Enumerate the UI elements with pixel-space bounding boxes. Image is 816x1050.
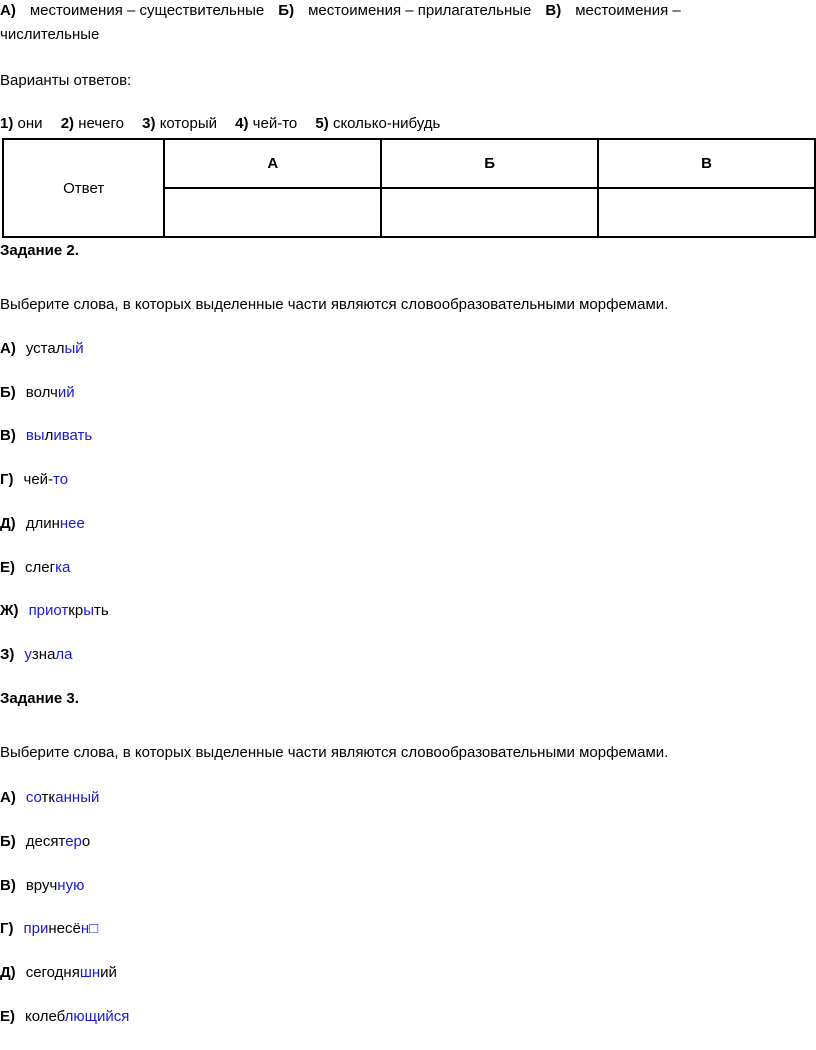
option-number: 2) xyxy=(60,115,75,132)
word-item xyxy=(0,789,99,806)
word-item xyxy=(0,877,84,894)
item-word xyxy=(26,833,90,850)
word-part: колеб xyxy=(25,1008,65,1025)
item-label: В) xyxy=(0,427,16,445)
item-word xyxy=(26,789,100,806)
word-part: сегодня xyxy=(25,964,80,982)
highlighted-morpheme: у xyxy=(24,645,32,663)
word-part: волч xyxy=(25,383,58,401)
word-part: о xyxy=(81,832,91,850)
option-number: 5) xyxy=(315,115,329,132)
word-part: десят xyxy=(25,832,66,850)
word-item xyxy=(0,920,98,937)
item-word xyxy=(26,964,117,981)
word-part: несё xyxy=(48,920,81,938)
task2-title: Задание 2. xyxy=(0,242,79,259)
category-b-label: Б) xyxy=(278,2,295,19)
word-item xyxy=(0,964,117,981)
word-item xyxy=(0,427,92,444)
word-part: чей- xyxy=(23,471,54,489)
item-word xyxy=(29,602,109,619)
highlighted-morpheme: ную xyxy=(57,876,85,894)
word-item xyxy=(0,602,109,619)
word-item xyxy=(0,384,75,401)
item-label: Г) xyxy=(0,471,14,489)
category-c-text: местоимения – xyxy=(575,2,681,19)
option-text: нечего xyxy=(78,115,124,132)
item-label: Д) xyxy=(0,514,16,532)
highlighted-morpheme: шн xyxy=(79,964,101,982)
task2-instruction: Выберите слова, в которых выделенные части являются словообразовательными морфемами. xyxy=(0,296,669,313)
category-c-label: В) xyxy=(545,2,562,19)
answer-row-label: Ответ xyxy=(3,139,164,237)
answer-table xyxy=(2,138,816,238)
word-item xyxy=(0,1008,129,1025)
item-word xyxy=(26,384,75,401)
highlighted-morpheme: лющийся xyxy=(64,1008,130,1025)
highlighted-morpheme: со xyxy=(25,789,42,806)
word-part: вруч xyxy=(25,876,58,894)
category-b-text: местоимения – прилагательные xyxy=(308,2,532,19)
option-number: 3) xyxy=(142,115,156,132)
highlighted-morpheme: то xyxy=(53,471,69,489)
highlighted-morpheme: нее xyxy=(59,514,85,532)
item-word xyxy=(26,877,85,894)
item-word xyxy=(25,1008,129,1025)
morpheme-categories-line xyxy=(0,2,681,19)
highlighted-morpheme: вы xyxy=(25,427,45,445)
item-label: Е) xyxy=(0,1008,15,1025)
item-label: Д) xyxy=(0,964,16,982)
answer-options-line xyxy=(0,115,440,132)
word-part: кр xyxy=(68,602,84,620)
item-label: Б) xyxy=(0,832,16,850)
item-label: З) xyxy=(0,645,15,663)
category-a-label: А) xyxy=(0,2,16,19)
column-header-c: В xyxy=(598,139,815,188)
highlighted-morpheme: при xyxy=(23,920,49,938)
highlighted-morpheme: ы xyxy=(83,602,94,620)
item-word xyxy=(26,515,85,532)
category-a-text: местоимения – существительные xyxy=(29,2,265,19)
item-label: Г) xyxy=(0,920,14,938)
word-part: ть xyxy=(93,602,109,620)
item-word xyxy=(26,427,92,444)
word-item xyxy=(0,471,68,488)
answer-cell-b[interactable] xyxy=(381,188,598,237)
item-label: А) xyxy=(0,340,16,357)
variants-title: Варианты ответов: xyxy=(0,72,132,89)
highlighted-morpheme: ка xyxy=(55,558,71,576)
word-item xyxy=(0,559,70,576)
word-part: устал xyxy=(25,340,65,357)
word-part: тк xyxy=(41,789,56,806)
highlighted-morpheme: н□ xyxy=(80,920,99,938)
word-item xyxy=(0,515,85,532)
item-label: Е) xyxy=(0,558,15,576)
option-text: чей-то xyxy=(252,115,298,132)
task3-title: Задание 3. xyxy=(0,690,79,707)
category-c-text-continued: числительные xyxy=(0,26,100,43)
item-word xyxy=(24,646,72,663)
option-text: они xyxy=(17,115,43,132)
word-part: л xyxy=(44,427,54,445)
item-word xyxy=(25,559,70,576)
item-word xyxy=(24,471,69,488)
item-label: А) xyxy=(0,789,16,806)
highlighted-morpheme: ивать xyxy=(53,427,93,445)
item-word xyxy=(24,920,99,937)
highlighted-morpheme: анный xyxy=(55,789,100,806)
answer-cell-c[interactable] xyxy=(598,188,815,237)
highlighted-morpheme: при xyxy=(28,602,54,620)
option-number: 1) xyxy=(0,115,14,132)
item-word xyxy=(26,340,84,357)
highlighted-morpheme: ла xyxy=(55,645,73,663)
word-item xyxy=(0,833,90,850)
word-part: длин xyxy=(25,514,60,532)
word-part: ий xyxy=(100,964,117,982)
option-number: 4) xyxy=(235,115,249,132)
word-part: зна xyxy=(31,645,56,663)
item-label: Ж) xyxy=(0,602,19,620)
option-text: который xyxy=(159,115,217,132)
option-text: сколько-нибудь xyxy=(332,115,441,132)
highlighted-morpheme: ый xyxy=(64,340,84,357)
highlighted-morpheme: ий xyxy=(57,383,75,401)
word-part: слег xyxy=(25,558,56,576)
item-label: В) xyxy=(0,876,16,894)
highlighted-morpheme: от xyxy=(53,602,69,620)
task3-instruction: Выберите слова, в которых выделенные части являются словообразовательными морфемами. xyxy=(0,744,669,761)
column-header-b: Б xyxy=(381,139,598,188)
word-item xyxy=(0,646,73,663)
item-label: Б) xyxy=(0,383,16,401)
column-header-a: А xyxy=(164,139,381,188)
highlighted-morpheme: ер xyxy=(65,832,82,850)
answer-cell-a[interactable] xyxy=(164,188,381,237)
word-item xyxy=(0,340,84,357)
